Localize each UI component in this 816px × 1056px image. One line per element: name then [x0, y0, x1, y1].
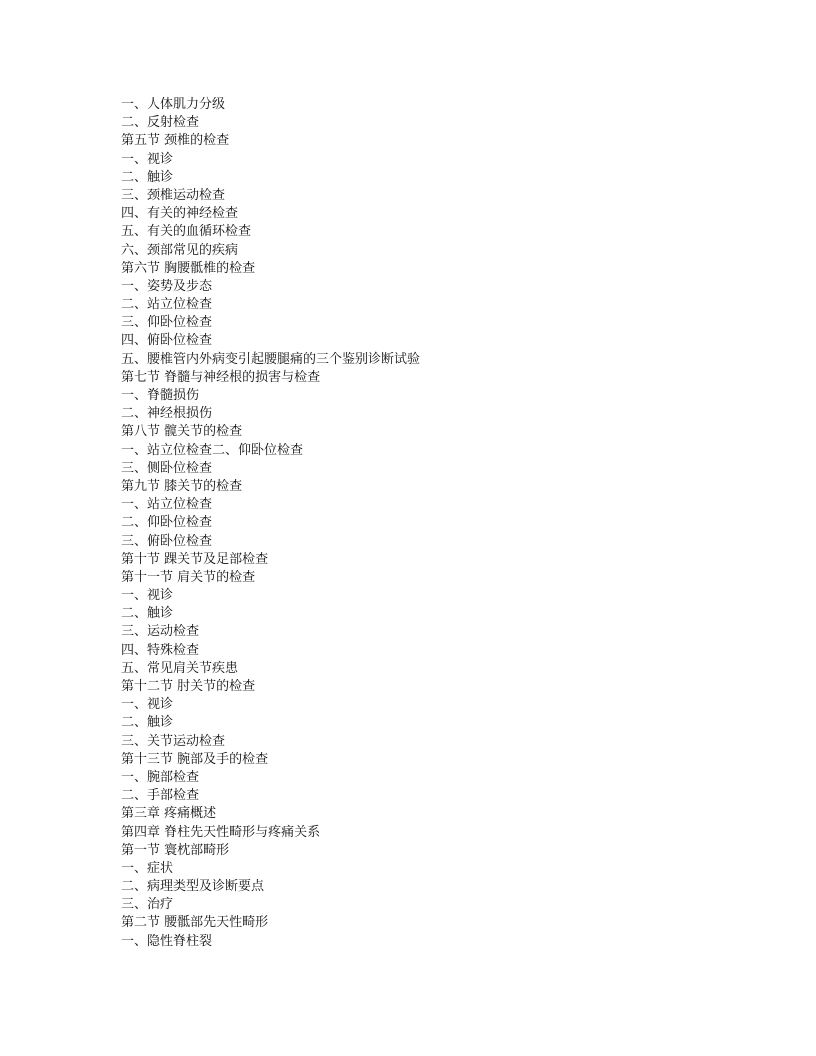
toc-section-heading: 第十二节 肘关节的检查 — [121, 679, 256, 694]
toc-line: 一、视诊 — [121, 697, 174, 713]
toc-line: 四、特殊检查 — [121, 642, 200, 658]
toc-section-heading: 第九节 膝关节的检查 — [121, 478, 243, 494]
toc-line: 一、腕部检查 — [121, 769, 200, 785]
toc-line: 一、视诊 — [121, 151, 174, 167]
toc-line: 二、站立位检查 — [121, 297, 213, 313]
toc-line: 二、仰卧位检查 — [121, 515, 213, 531]
toc-line: 二、手部检查 — [121, 788, 200, 804]
toc-line: 一、脊髓损伤 — [121, 388, 200, 403]
toc-section-heading: 第五节 颈椎的检查 — [121, 133, 230, 149]
toc-line: 四、有关的神经检查 — [121, 206, 239, 222]
toc-section-heading: 第八节 髋关节的检查 — [121, 424, 243, 440]
toc-section-heading: 第六节 胸腰骶椎的检查 — [121, 260, 256, 276]
table-of-contents — [121, 96, 761, 951]
toc-line: 一、症状 — [121, 860, 174, 876]
toc-line: 四、俯卧位检查 — [121, 333, 213, 349]
toc-line: 三、俯卧位检查 — [121, 533, 213, 549]
toc-line: 三、运动检查 — [121, 624, 200, 640]
toc-line: 六、颈部常见的疾病 — [121, 242, 239, 258]
toc-section-heading: 第一节 寰枕部畸形 — [121, 842, 230, 858]
toc-line: 二、反射检查 — [121, 115, 200, 131]
toc-section-heading: 第七节 脊髓与神经根的损害与检查 — [121, 369, 321, 385]
toc-line: 五、常见肩关节疾患 — [121, 660, 239, 676]
toc-line: 三、仰卧位检查 — [121, 315, 213, 331]
toc-section-heading: 第十三节 腕部及手的检查 — [121, 751, 269, 767]
toc-line: 一、视诊 — [121, 588, 174, 604]
toc-line: 三、侧卧位检查 — [121, 460, 213, 476]
toc-line: 一、站立位检查二、仰卧位检查 — [121, 442, 304, 458]
toc-line: 三、关节运动检查 — [121, 733, 226, 749]
toc-line: 一、隐性脊柱裂 — [121, 933, 213, 949]
toc-chapter-heading: 第四章 脊柱先天性畸形与疼痛关系 — [121, 824, 321, 840]
toc-section-heading: 第二节 腰骶部先天性畸形 — [121, 915, 269, 931]
toc-line: 一、人体肌力分级 — [121, 97, 226, 112]
toc-section-heading: 第十一节 肩关节的检查 — [121, 569, 256, 585]
toc-line: 二、病理类型及诊断要点 — [121, 879, 265, 895]
toc-line: 一、站立位检查 — [121, 497, 213, 513]
toc-line: 二、触诊 — [121, 715, 174, 731]
toc-line: 五、腰椎管内外病变引起腰腿痛的三个鉴别诊断试验 — [121, 351, 421, 367]
toc-line: 二、神经根损伤 — [121, 406, 213, 422]
toc-line: 三、颈椎运动检查 — [121, 187, 226, 203]
toc-line: 五、有关的血循环检查 — [121, 224, 252, 240]
toc-line: 三、治疗 — [121, 897, 174, 913]
toc-chapter-heading: 第三章 疼痛概述 — [121, 806, 217, 822]
toc-line: 二、触诊 — [121, 606, 174, 622]
toc-line: 二、触诊 — [121, 169, 174, 185]
toc-line: 一、姿势及步态 — [121, 278, 213, 294]
toc-section-heading: 第十节 踝关节及足部检查 — [121, 551, 269, 567]
